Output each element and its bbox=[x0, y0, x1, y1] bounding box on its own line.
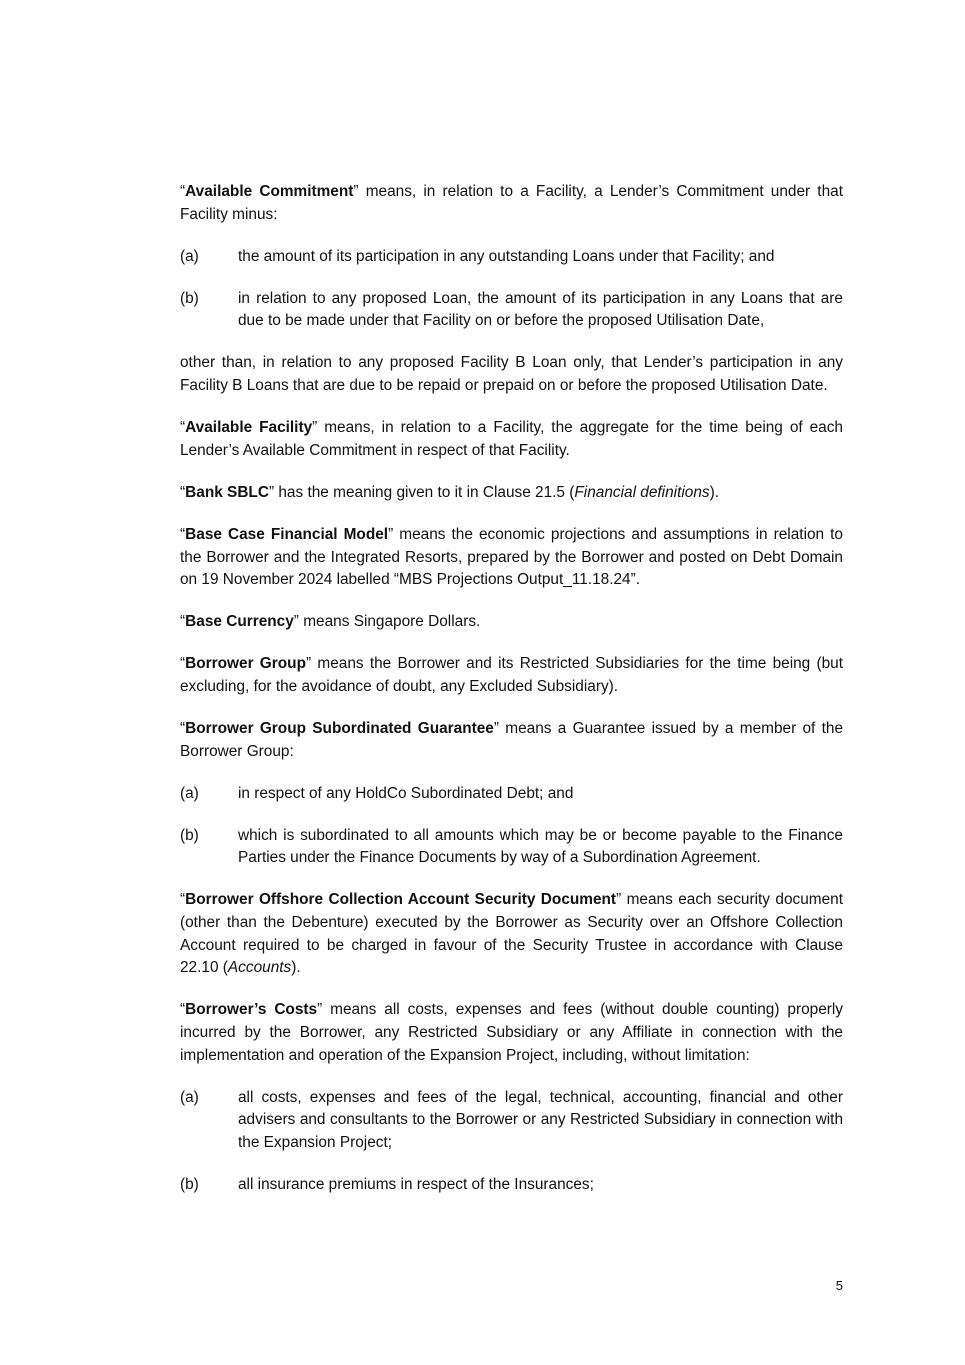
document-page bbox=[180, 181, 843, 1216]
term: Available Facility bbox=[185, 419, 313, 437]
definition-bank-sblc: “Bank SBLC” has the meaning given to it in Clause 21.5 (Financial definitions). bbox=[180, 483, 719, 501]
list-item: (b) all insurance premiums in respect of the Insurances; bbox=[180, 1175, 594, 1193]
term: Borrower’s Costs bbox=[185, 1001, 318, 1019]
clause-reference: Financial definitions bbox=[574, 483, 710, 501]
term: Base Currency bbox=[185, 613, 294, 631]
list-item: (a) in respect of any HoldCo Subordinated Debt; and bbox=[180, 784, 574, 802]
definition-available-facility: “Available Facility” means, in relation to a Facility, the aggregate for the time being of each Lender’s Available Commitment in respect of that Facility. bbox=[180, 419, 843, 459]
definition-offshore-collection-account-security-document: “Borrower Offshore Collection Account Security Document” means each security document (other than the Debenture) executed by the Borrower as Security over an Offshore Collection Account required to be charged in favour of the Security Trustee in accordance with Clause 22.10 (Accounts). bbox=[180, 891, 843, 977]
definition-borrowers-costs: “Borrower’s Costs” means all costs, expenses and fees (without double counting) properly incurred by the Borrower, any Restricted Subsidiary or any Affiliate in connection with the implementation and operation of the Expansion Project, including, without limitation: bbox=[180, 1001, 844, 1064]
definition-borrower-group-subordinated-guarantee: “Borrower Group Subordinated Guarantee” means a Guarantee issued by a member of the Borrower Group: bbox=[180, 720, 843, 760]
term: Borrower Group Subordinated Guarantee bbox=[185, 720, 494, 737]
list-item: (a) the amount of its participation in any outstanding Loans under that Facility; and bbox=[180, 247, 775, 265]
term: Bank SBLC bbox=[185, 483, 269, 501]
definition-borrower-group: “Borrower Group” means the Borrower and its Restricted Subsidiaries for the time being (but excluding, for the avoidance of doubt, any Excluded Subsidiary). bbox=[180, 655, 844, 695]
term: Borrower Group bbox=[185, 655, 306, 673]
page-number: 5 bbox=[835, 1278, 843, 1293]
definition-available-commitment: “Available Commitment” means, in relation to a Facility, a Lender’s Commitment under that Facility minus: bbox=[180, 183, 843, 223]
list-item: (b) in relation to any proposed Loan, the amount of its participation in any Loans that are due to be made under that Facility on or before the proposed Utilisation Date, bbox=[180, 289, 843, 330]
clause-reference: Accounts bbox=[227, 959, 292, 977]
term: Base Case Financial Model bbox=[185, 525, 389, 543]
definition-base-currency: “Base Currency” means Singapore Dollars. bbox=[180, 613, 481, 631]
term: Borrower Offshore Collection Account Security Document bbox=[185, 891, 617, 909]
definition-base-case-financial-model: “Base Case Financial Model” means the economic projections and assumptions in relation to the Borrower and the Integrated Resorts, prepared by the Borrower and posted on Debt Domain on 19 November 2024 labelled “MBS Projections Output_11.18.24”. bbox=[180, 525, 843, 589]
list-item: (b) which is subordinated to all amounts which may be or become payable to the Finance Parties under the Finance Documents by way of a Subordination Agreement. bbox=[180, 826, 843, 867]
term: Available Commitment bbox=[185, 183, 354, 200]
definition-trailer: other than, in relation to any proposed Facility B Loan only, that Lender’s participation in any Facility B Loans that are due to be repaid or prepaid on or before the proposed Utilisation Date. bbox=[180, 354, 843, 395]
list-item: (a) all costs, expenses and fees of the legal, technical, accounting, financial and other advisers and consultants to the Borrower or any Restricted Subsidiary in connection with the Expansion Project; bbox=[180, 1088, 843, 1151]
